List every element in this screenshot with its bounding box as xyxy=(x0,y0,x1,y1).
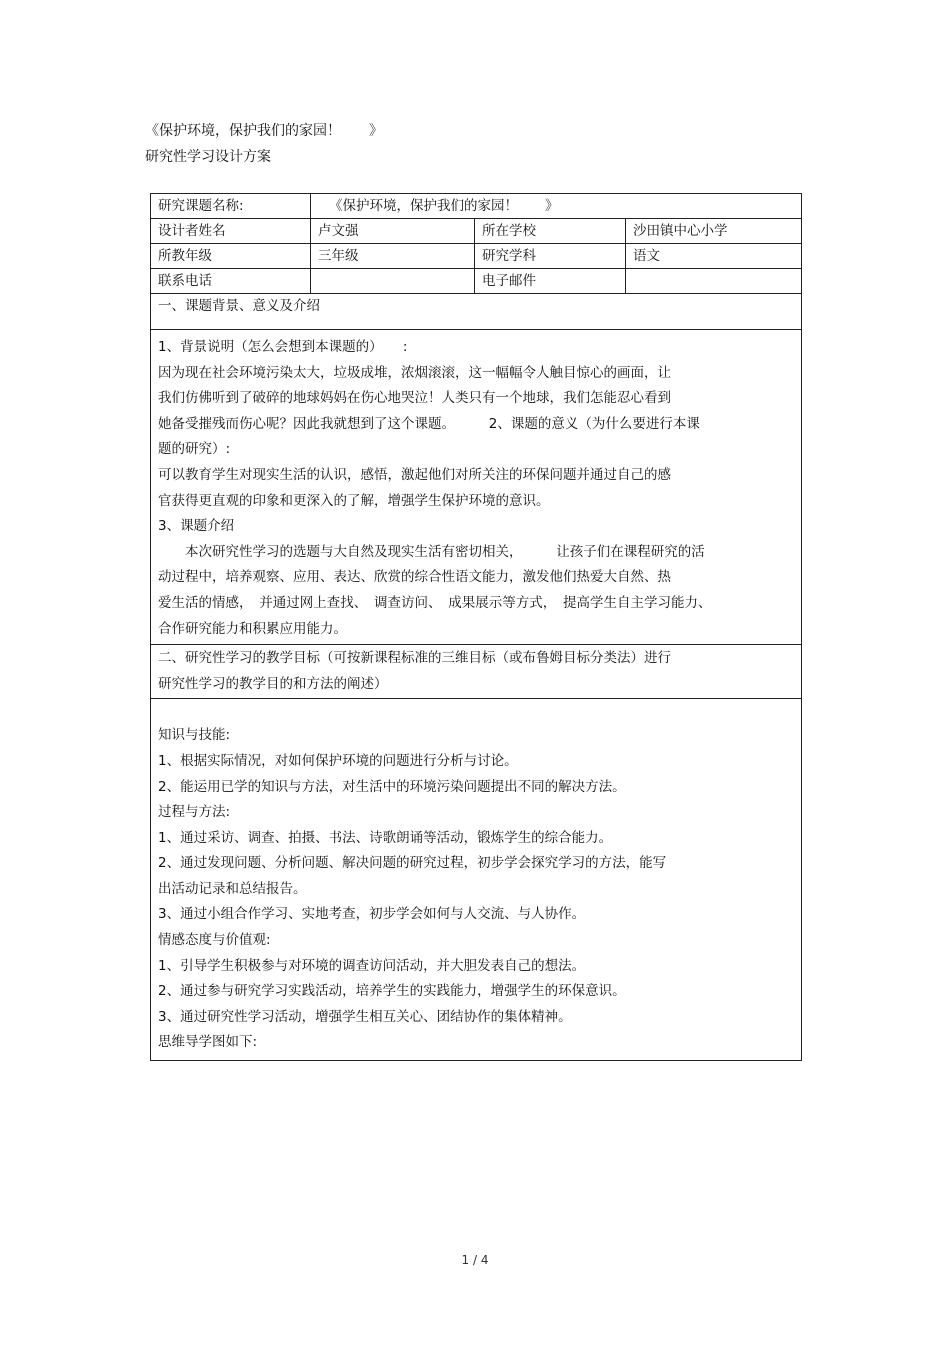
topic-name-label: 研究课题名称: xyxy=(151,194,311,219)
section1-line: 1、背景说明（怎么会想到本课题的） : xyxy=(158,339,408,355)
section1-title: 一、课题背景、意义及介绍 xyxy=(151,294,802,330)
section1-line: 我们仿佛听到了破碎的地球妈妈在伤心地哭泣！人类只有一个地球，我们怎能忍心看到 xyxy=(158,390,671,407)
school-value: 沙田镇中心小学 xyxy=(626,219,802,244)
phone-label: 联系电话 xyxy=(151,269,311,294)
section2-line: 出活动记录和总结报告。 xyxy=(158,880,307,897)
table-row xyxy=(151,219,802,244)
grade-label: 所教年级 xyxy=(151,244,311,269)
document-title: 《保护环境，保护我们的家园！ 》 xyxy=(145,123,383,139)
section2-line: 2、通过发现问题、分析问题、解决问题的研究过程，初步学会探究学习的方法，能写 xyxy=(158,855,667,872)
table-row xyxy=(151,645,802,699)
school-label: 所在学校 xyxy=(475,219,626,244)
table-row xyxy=(151,294,802,330)
section1-line: 本次研究性学习的选题与大自然及现实生活有密切相关， 让孩子们在课程研究的活 xyxy=(158,543,705,560)
table-row xyxy=(151,244,802,269)
email-value xyxy=(626,269,802,294)
design-plan-table xyxy=(150,193,802,1061)
section2-line: 情感态度与价值观: xyxy=(158,932,271,949)
grade-value: 三年级 xyxy=(311,244,475,269)
table-row xyxy=(151,330,802,645)
section1-line: 3、课题介绍 xyxy=(158,518,235,535)
section2-title-line: 二、研究性学习的教学目标（可按新课程标准的三维目标（或布鲁姆目标分类法）进行 xyxy=(158,650,671,667)
section1-line: 她备受摧残而伤心呢？因此我就想到了这个课题。 2、课题的意义（为什么要进行本课 xyxy=(158,415,700,432)
section1-body xyxy=(151,330,802,645)
section1-line: 合作研究能力和积累应用能力。 xyxy=(158,620,347,637)
section2-title xyxy=(151,645,802,699)
section2-line: 1、引导学生积极参与对环境的调查访问活动，并大胆发表自己的想法。 xyxy=(158,957,586,974)
designer-name-value: 卢文强 xyxy=(311,219,475,244)
page-indicator: 1 / 4 xyxy=(461,1253,489,1267)
section1-line: 可以教育学生对现实生活的认识，感悟，激起他们对所关注的环保问题并通过自己的感 xyxy=(158,466,671,483)
section2-line: 3、通过小组合作学习、实地考查，初步学会如何与人交流、与人协作。 xyxy=(158,906,586,923)
section1-line: 题的研究）: xyxy=(158,441,231,458)
section2-title-line: 研究性学习的教学目的和方法的阐述） xyxy=(158,675,388,692)
topic-name-value: 《保护环境，保护我们的家园！ 》 xyxy=(311,194,802,219)
section2-line: 1、通过采访、调查、拍摄、书法、诗歌朗诵等活动，锻炼学生的综合能力。 xyxy=(158,829,613,846)
email-label: 电子邮件 xyxy=(475,269,626,294)
section1-line: 官获得更直观的印象和更深入的了解，增强学生保护环境的意识。 xyxy=(158,492,550,509)
designer-name-label: 设计者姓名 xyxy=(151,219,311,244)
section2-body xyxy=(151,699,802,1061)
section1-line: 因为现在社会环境污染太大，垃圾成堆，浓烟滚滚，这一幅幅令人触目惊心的画面，让 xyxy=(158,364,671,381)
table-row xyxy=(151,269,802,294)
section2-line: 知识与技能: xyxy=(158,727,231,744)
table-row xyxy=(151,194,802,219)
section2-line: 思维导学图如下: xyxy=(158,1034,258,1051)
section2-line: 2、能运用已学的知识与方法，对生活中的环境污染问题提出不同的解决方法。 xyxy=(158,778,626,795)
document-subtitle: 研究性学习设计方案 xyxy=(145,149,271,165)
subject-value: 语文 xyxy=(626,244,802,269)
table-row xyxy=(151,699,802,1061)
section2-line: 1、根据实际情况，对如何保护环境的问题进行分析与讨论。 xyxy=(158,752,518,769)
section1-line: 爱生活的情感， 并通过网上查找、 调查访问、 成果展示等方式， 提高学生自主学习能力、 xyxy=(158,594,712,611)
phone-value xyxy=(311,269,475,294)
section2-line: 3、通过研究性学习活动，增强学生相互关心、团结协作的集体精神。 xyxy=(158,1008,572,1025)
section2-line: 2、通过参与研究学习实践活动，培养学生的实践能力，增强学生的环保意识。 xyxy=(158,983,626,1000)
section2-line: 过程与方法: xyxy=(158,804,231,821)
section1-line: 动过程中，培养观察、应用、表达、欣赏的综合性语文能力，激发他们热爱大自然、热 xyxy=(158,569,671,586)
subject-label: 研究学科 xyxy=(475,244,626,269)
